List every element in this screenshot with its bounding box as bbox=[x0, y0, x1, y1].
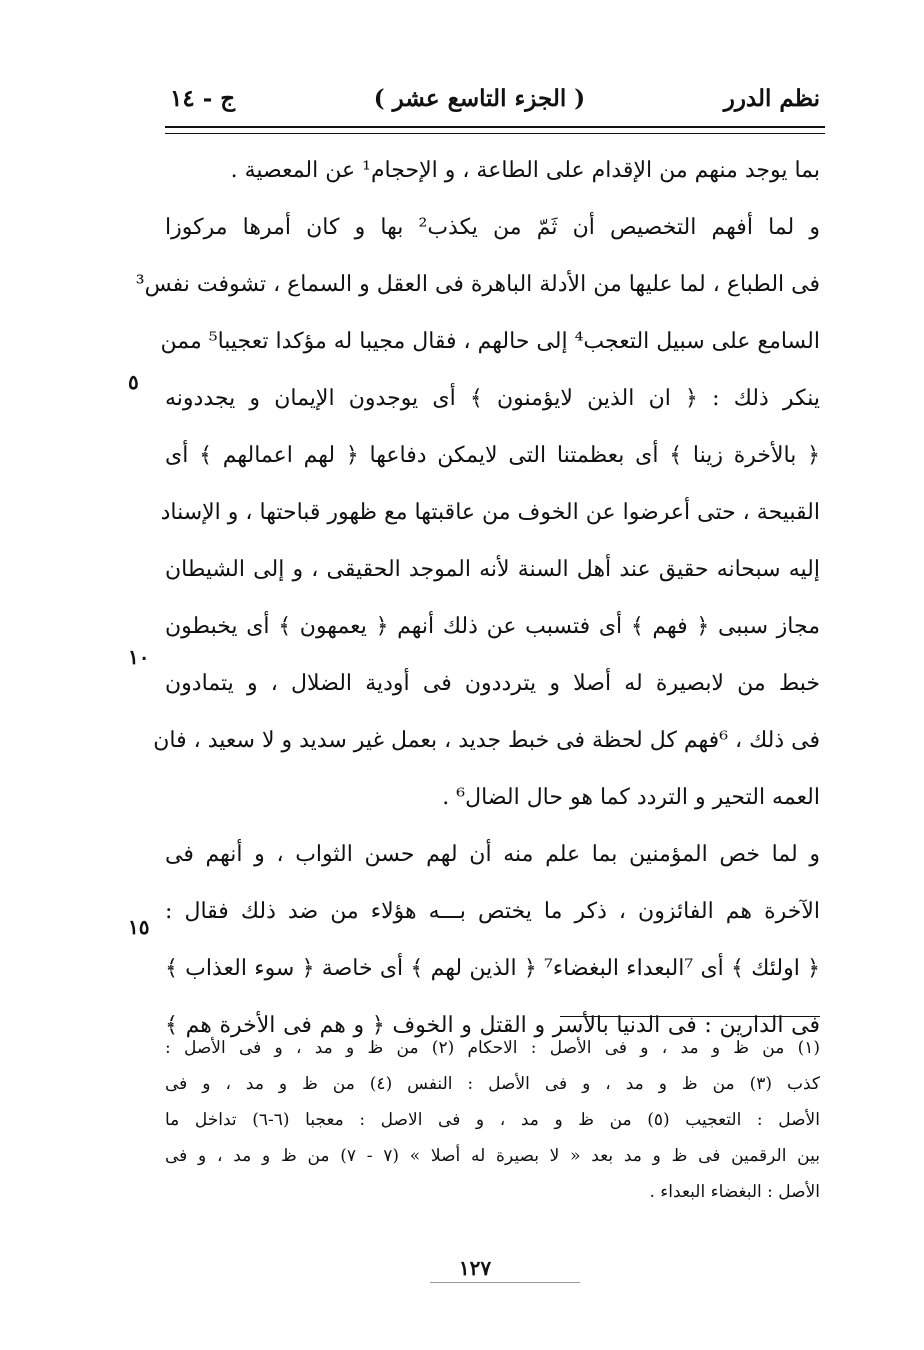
header-rule-thick bbox=[165, 126, 825, 128]
text-line: الآخرة هم الفائزون ، ذكر ما يختص بـــه هؤلاء من ضد ذلك فقال : bbox=[165, 899, 820, 924]
text-line: خبط من لابصيرة له أصلا و يترددون فى أودية الضلال ، و يتمادون bbox=[165, 671, 820, 696]
line-number-15: ١٥ bbox=[128, 915, 150, 939]
footnote-line: (١) من ظ و مد ، و فى الأصل : الاحكام (٢) من ظ و مد ، و فى الأصل : bbox=[165, 1038, 820, 1058]
text-line: فى الدارين : فى الدنيا بالأسر و القتل و الخوف ﴿ و هم فى الأخرة هم ﴾ bbox=[165, 1013, 820, 1038]
footnote-line: بين الرقمين فى ظ و مد بعد « لا بصيرة له أصلا » (٧ - ٧) من ظ و مد ، و فى bbox=[165, 1146, 820, 1166]
line-number-10: ١٠ bbox=[128, 645, 150, 669]
text-line: ﴿ اولئك ﴾ أى ⁷البعداء البغضاء⁷ ﴿ الذين لهم ﴾ أى خاصة ﴿ سوء العذاب ﴾ bbox=[165, 956, 820, 981]
text-line: فى ذلك ، ⁶فهم كل لحظة فى خبط جديد ، بعمل غير سديد و لا سعيد ، فان bbox=[153, 728, 820, 753]
text-line: إليه سبحانه حقيق عند أهل السنة لأنه الموجد الحقيقى ، و إلى الشيطان bbox=[165, 557, 820, 582]
text-line: و لما خص المؤمنين بما علم منه أن لهم حسن الثواب ، و أنهم فى bbox=[165, 842, 820, 867]
footnote-line: الأصل : البغضاء البعداء . bbox=[649, 1182, 820, 1202]
text-line: ﴿ بالأخرة زينا ﴾ أى بعظمتنا التى لايمكن دفاعها ﴿ لهم اعمالهم ﴾ أى bbox=[165, 443, 820, 468]
text-line: العمه التحير و التردد كما هو حال الضال⁶ . bbox=[442, 785, 820, 810]
footnote-rule bbox=[560, 1016, 820, 1017]
line-number-5: ٥ bbox=[128, 370, 139, 394]
text-line: ينكر ذلك : ﴿ ان الذين لايؤمنون ﴾ أى يوجدون الإيمان و يجددونه bbox=[165, 386, 820, 411]
text-line: القبيحة ، حتى أعرضوا عن الخوف من عاقبتها مع ظهور قباحتها ، و الإسناد bbox=[160, 500, 820, 525]
text-line: و لما أفهم التخصيص أن ثَمّ من يكذب² بها و كان أمرها مركوزا bbox=[165, 215, 820, 240]
footnote-line: كذب (٣) من ظ و مد ، و فى الأصل : النفس (٤) من ظ و مد ، و فى bbox=[165, 1074, 821, 1094]
text-line: مجاز سببى ﴿ فهم ﴾ أى فتسبب عن ذلك أنهم ﴿ يعمهون ﴾ أى يخبطون bbox=[165, 614, 820, 639]
page-number-rule bbox=[430, 1282, 580, 1283]
text-line: بما يوجد منهم من الإقدام على الطاعة ، و الإحجام¹ عن المعصية . bbox=[230, 158, 820, 183]
header-rule-thin bbox=[165, 133, 825, 134]
volume-label: ج - ١٤ bbox=[170, 84, 236, 112]
page-number: ١٢٧ bbox=[458, 1256, 492, 1280]
part-label: ( الجزء التاسع عشر ) bbox=[373, 84, 586, 112]
text-line: السامع على سبيل التعجب⁴ إلى حالهم ، فقال مجيبا له مؤكدا تعجيبا⁵ ممن bbox=[160, 329, 820, 354]
footnote-line: الأصل : التعجيب (٥) من ظ و مد ، و فى الاصل : معجبا (٦-٦) تداخل ما bbox=[165, 1110, 820, 1130]
text-line: فى الطباع ، لما عليها من الأدلة الباهرة فى العقل و السماع ، تشوفت نفس³ bbox=[135, 272, 820, 297]
book-title: نظم الدرر bbox=[723, 84, 820, 112]
footnotes bbox=[165, 1030, 820, 1210]
running-header bbox=[170, 78, 820, 118]
